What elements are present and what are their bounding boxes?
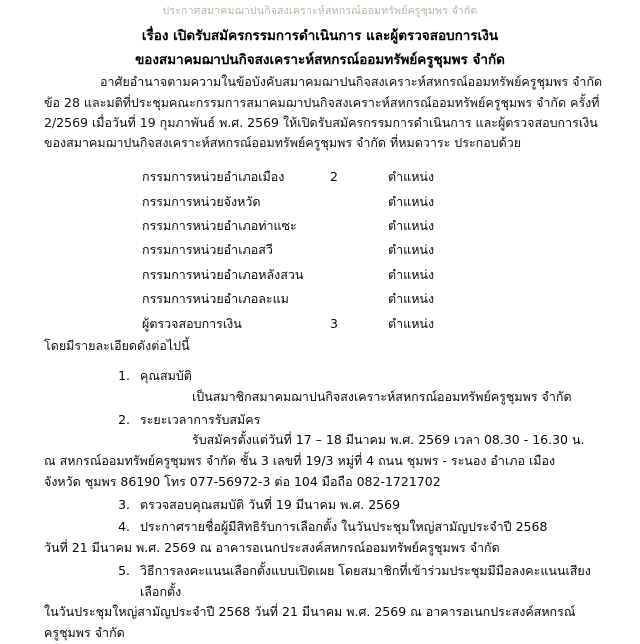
item-5-continuation-1: ในวันประชุมใหญ่สามัญประจำปี 2568 วันที่ 21 มีนาคม พ.ศ. 2569 ณ อาคารอเนกประสงค์สหกรณ์ [44, 604, 576, 620]
position-name: กรรมการหน่วยอำเภอสวี [142, 242, 273, 258]
position-row [142, 214, 604, 238]
position-unit: ตำแหน่ง [388, 193, 435, 209]
position-count: 2 [330, 169, 338, 185]
item-text: วิธีการลงคะแนนเลือกตั้งแบบเปิดเผย โดยสมาชิกที่เข้าร่วมประชุมมีมือลงคะแนนเสียงเลือกตั้ง [140, 562, 591, 599]
position-name: กรรมการหน่วยอำเภอละแม [142, 291, 289, 307]
position-count: 3 [330, 315, 338, 331]
details-lead: โดยมีรายละเอียดดังต่อไปนี้ [44, 337, 190, 353]
item-text: ตรวจสอบคุณสมบัติ วันที่ 19 มีนาคม พ.ศ. 2569 [140, 496, 401, 512]
item-5-continuation-2: ครูชุมพร จำกัด [44, 625, 125, 641]
position-count [330, 263, 388, 287]
item-text: ระยะเวลาการรับสมัคร [140, 411, 261, 427]
item-4-date-line: วันที่ 21 มีนาคม พ.ศ. 2569 ณ อาคารอเนกประสงค์สหกรณ์ออมทรัพย์ครูชุมพร จำกัด [44, 540, 500, 556]
position-row [142, 190, 604, 214]
address-line-1: ณ สหกรณ์ออมทรัพย์ครูชุมพร จำกัด ชั้น 3 เลขที่ 19/3 หมู่ที่ 4 ถนน ชุมพร - ระนอง อำเภอ เมือง [44, 453, 556, 469]
item-text: ประกาศรายชื่อผู้มีสิทธิรับการเลือกตั้ง ในวันประชุมใหญ่สามัญประจำปี 2568 [140, 519, 548, 535]
list-item [44, 517, 604, 559]
position-name: กรรมการหน่วยอำเภอหลังสวน [142, 266, 304, 282]
position-count [330, 214, 388, 238]
position-row [142, 312, 604, 336]
item-number: 3. [118, 496, 130, 512]
item-text: คุณสมบัติ [140, 368, 192, 384]
list-item [44, 495, 604, 516]
position-unit: ตำแหน่ง [388, 266, 435, 282]
position-row [142, 238, 604, 262]
list-item [44, 366, 604, 408]
faded-announcement-header: ประกาศสมาคมฌาปนกิจสงเคราะห์สหกรณ์ออมทรัพย์ครูชุมพร จำกัด [162, 5, 478, 17]
item-2-application-period: รับสมัครตั้งแต่วันที่ 17 – 18 มีนาคม พ.ศ. 2569 เวลา 08.30 - 16.30 น. [192, 432, 585, 448]
position-name: กรรมการหน่วยอำเภอท่าแซะ [142, 218, 297, 233]
position-unit: ตำแหน่ง [388, 315, 435, 331]
item-1-qualification: เป็นสมาชิกสมาคมฌาปนกิจสงเคราะห์สหกรณ์ออมทรัพย์ครูชุมพร จำกัด [192, 388, 572, 404]
position-row [142, 165, 604, 189]
position-unit: ตำแหน่ง [388, 218, 435, 233]
position-name: กรรมการหน่วยจังหวัด [142, 193, 261, 209]
positions-list [142, 165, 604, 336]
document-body [0, 72, 640, 644]
position-count [330, 190, 388, 214]
position-unit: ตำแหน่ง [388, 169, 435, 185]
item-number: 2. [118, 411, 130, 427]
position-count [330, 238, 388, 262]
position-row [142, 287, 604, 311]
item-number: 4. [118, 519, 130, 535]
list-item [44, 561, 604, 644]
address-line-2: จังหวัด ชุมพร 86190 โทร 077-56972-3 ต่อ 104 มือถือ 082-1721702 [44, 473, 441, 489]
list-item [44, 410, 604, 493]
title-line-1: เรื่อง เปิดรับสมัครกรรมการดำเนินการ และผู้ตรวจสอบการเงิน [141, 28, 499, 44]
position-row [142, 263, 604, 287]
title-line-2: ของสมาคมฌาปนกิจสงเคราะห์สหกรณ์ออมทรัพย์ครูชุมพร จำกัด [135, 51, 505, 68]
position-unit: ตำแหน่ง [388, 242, 435, 258]
document-title-block [0, 25, 640, 72]
item-number: 5. [118, 562, 130, 578]
position-name: ผู้ตรวจสอบการเงิน [142, 315, 242, 331]
details-item-list [44, 366, 604, 644]
intro-paragraph: อาศัยอำนาจตามความในข้อบังคับสมาคมฌาปนกิจสงเคราะห์สหกรณ์ออมทรัพย์ครูชุมพร จำกัด ข้อ 28 และมติที่ประชุมคณะกรรมการสมาคมฌาปนกิจสงเคราะห์สหกรณ์ออมทรัพย์ครูชุมพร จำกัด ครั้งที่ 2/2569 เมื่อวันที่ 19 กุมภาพันธ์ พ.ศ. 2569 ให้เปิดรับสมัครกรรมการดำเนินการ และผู้ตรวจสอบการเงินของสมาคมฌาปนกิจสงเคราะห์สหกรณ์ออมทรัพย์ครูชุมพร จำกัด ที่หมดวาระ ประกอบด้วย [44, 74, 603, 150]
item-number: 1. [118, 368, 130, 384]
position-unit: ตำแหน่ง [388, 291, 435, 307]
position-count [330, 287, 388, 311]
position-name: กรรมการหน่วยอำเภอเมือง [142, 169, 285, 185]
